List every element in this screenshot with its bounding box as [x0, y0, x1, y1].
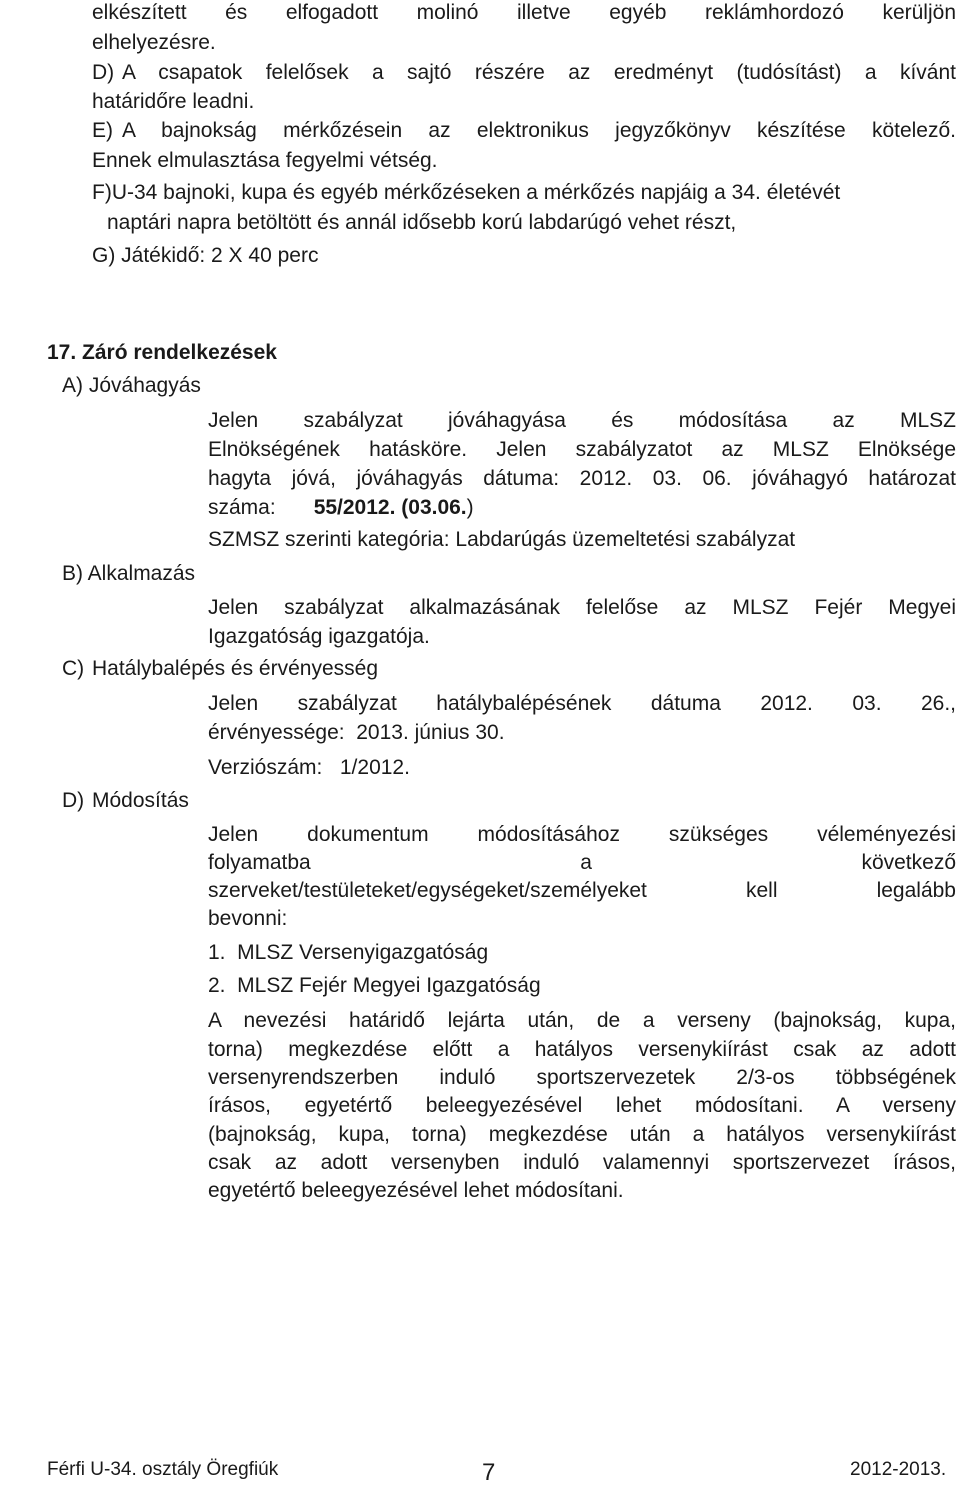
subsection-a-line-3: hagyta jóvá, jóváhagyás dátuma: 2012. 03. 06. jóváhagyó határozat — [208, 467, 956, 490]
section-17-title: 17. Záró rendelkezések — [47, 341, 277, 364]
item-d-line-1: A csapatok felelősek a sajtó részére az eredményt (tudósítást) a kívánt — [122, 61, 956, 84]
paragraph-line: egyetértő beleegyezésével lehet módosítani. — [208, 1179, 624, 1202]
resolution-number-label: száma: — [208, 496, 276, 519]
paragraph-line: versenyrendszerben induló sportszervezetek 2/3-os többségének — [208, 1066, 956, 1089]
item-e-line-1: A bajnokság mérkőzésein az elektronikus jegyzőkönyv készítése kötelező. — [122, 119, 956, 142]
item-e-line-2: Ennek elmulasztása fegyelmi vétség. — [92, 149, 438, 172]
item-d-line-2: határidőre leadni. — [92, 90, 255, 113]
section-c-continuation-line-2: elhelyezésre. — [92, 31, 216, 54]
subsection-d-line-4: bevonni: — [208, 907, 288, 930]
item-d-prefix: D) — [92, 61, 115, 84]
subsection-c-prefix: C) — [62, 657, 85, 680]
item-g-line: G) Játékidő: 2 X 40 perc — [92, 244, 319, 267]
subsection-c-line-1: Jelen szabályzat hatálybalépésének dátuma 2012. 03. 26., — [208, 692, 956, 715]
subsection-c-line-2: érvényessége: 2013. június 30. — [208, 721, 505, 744]
subsection-a-heading: A) Jóváhagyás — [62, 374, 201, 397]
section-c-continuation-line-1: elkészített és elfogadott molinó illetve egyéb reklámhordozó kerüljön — [92, 1, 956, 24]
subsection-a-line-1: Jelen szabályzat jóváhagyása és módosítása az MLSZ — [208, 409, 956, 432]
paragraph-line: A nevezési határidő lejárta után, de a verseny (bajnokság, kupa, — [208, 1009, 956, 1032]
subsection-b-line-2: Igazgatóság igazgatója. — [208, 625, 430, 648]
subsection-a-line-2: Elnökségének hatásköre. Jelen szabályzatot az MLSZ Elnöksége — [208, 438, 956, 461]
paragraph-line: írásos, egyetértő beleegyezésével lehet módosítani. A verseny — [208, 1094, 956, 1117]
page-number: 7 — [482, 1459, 496, 1486]
item-f-line-2: naptári napra betöltött és annál idősebb korú labdarúgó vehet részt, — [107, 211, 737, 234]
footer-left-text: Férfi U-34. osztály Öregfiúk — [47, 1459, 279, 1480]
subsection-b-heading: B) Alkalmazás — [62, 562, 196, 585]
paragraph-line: csak az adott versenyben induló valamennyi sportszervezet írásos, — [208, 1151, 956, 1174]
list-item: 2. MLSZ Fejér Megyei Igazgatóság — [208, 974, 541, 997]
paragraph-line: torna) megkezdése előtt a hatályos versenykiírást csak az adott — [208, 1038, 956, 1061]
subsection-d-heading: Módosítás — [92, 789, 189, 812]
resolution-number-end: ) — [466, 496, 474, 519]
footer-right-text: 2012-2013. — [850, 1459, 947, 1480]
list-item: 1. MLSZ Versenyigazgatóság — [208, 941, 489, 964]
subsection-d-prefix: D) — [62, 789, 85, 812]
paragraph-line: (bajnokság, kupa, torna) megkezdése után a hatályos versenykiírást — [208, 1123, 956, 1146]
subsection-d-line-1: Jelen dokumentum módosításához szükséges véleményezési — [208, 823, 956, 846]
item-f-line-1: F)U-34 bajnoki, kupa és egyéb mérkőzéseken a mérkőzés napjáig a 34. életévét — [92, 181, 841, 204]
subsection-d-line-3: szerveket/testületeket/egységeket/személyeket kell legalább — [208, 879, 956, 902]
subsection-d-line-2: folyamatba a következő — [208, 851, 956, 874]
subsection-c-heading: Hatálybalépés és érvényesség — [92, 657, 379, 680]
resolution-number-value: 55/2012. (03.06. — [313, 496, 467, 519]
subsection-a-line-4 — [208, 495, 474, 521]
item-e-prefix: E) — [92, 119, 113, 142]
subsection-c-version: Verziószám: 1/2012. — [208, 756, 410, 779]
subsection-a-category: SZMSZ szerinti kategória: Labdarúgás üzemeltetési szabályzat — [208, 528, 796, 551]
subsection-b-line-1: Jelen szabályzat alkalmazásának felelőse az MLSZ Fejér Megyei — [208, 596, 956, 619]
